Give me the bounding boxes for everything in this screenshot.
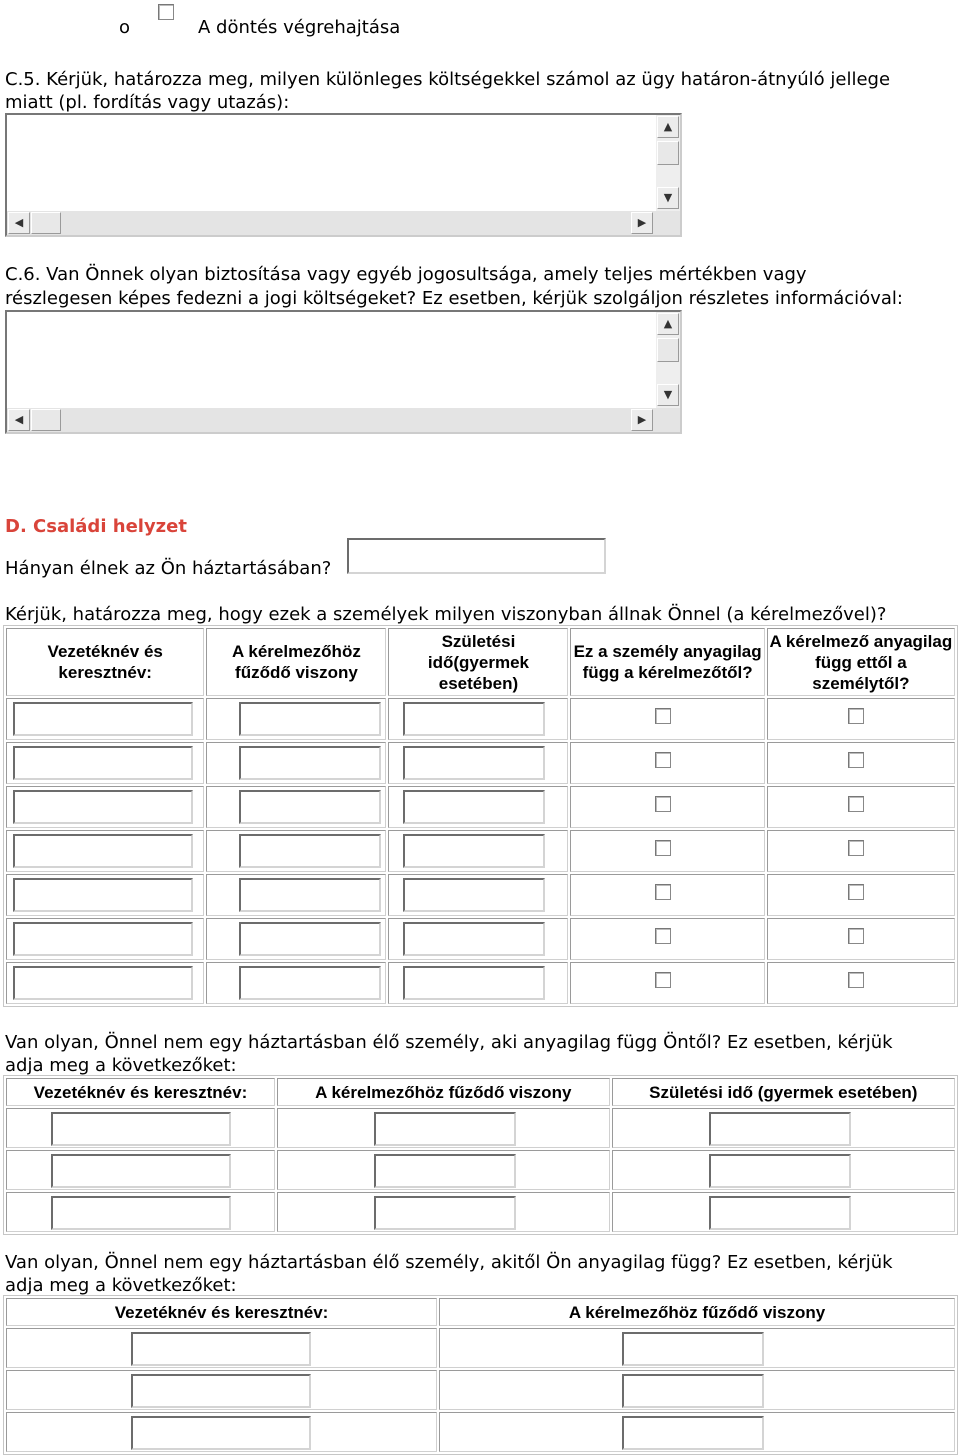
col-header-applicant-dependent: A kérelmező anyagilag függ ettől a személytől? bbox=[767, 628, 955, 696]
birthdate-input[interactable] bbox=[403, 746, 545, 780]
name-input[interactable] bbox=[131, 1332, 311, 1366]
option-bullet: o bbox=[119, 17, 131, 38]
table-cell bbox=[612, 1192, 955, 1232]
c5-textarea[interactable] bbox=[5, 113, 682, 237]
dependent-on-applicant-checkbox[interactable] bbox=[655, 796, 671, 812]
scroll-up-icon[interactable]: ▲ bbox=[657, 313, 679, 335]
col-header-relation: A kérelmezőhöz fűződő viszony bbox=[277, 1078, 610, 1106]
dependent-on-applicant-checkbox[interactable] bbox=[655, 840, 671, 856]
relation-input[interactable] bbox=[622, 1332, 764, 1366]
c6-textarea[interactable] bbox=[5, 310, 682, 434]
scroll-thumb[interactable] bbox=[657, 338, 679, 362]
name-input[interactable] bbox=[51, 1154, 231, 1188]
col-header-relation: A kérelmezőhöz fűződő viszony bbox=[439, 1298, 955, 1326]
section-d-heading: D. Családi helyzet bbox=[5, 516, 187, 537]
scroll-thumb[interactable] bbox=[657, 141, 679, 165]
supporter-question-line2: adja meg a következőket: bbox=[5, 1275, 237, 1296]
table-row bbox=[6, 1150, 955, 1190]
dependent-question-line1: Van olyan, Önnel nem egy háztartásban élő személy, aki anyagilag függ Öntől? Ez esetben, kérjük bbox=[5, 1032, 893, 1053]
table-cell bbox=[570, 874, 764, 916]
relation-input[interactable] bbox=[239, 746, 381, 780]
name-input[interactable] bbox=[13, 834, 193, 868]
dependent-on-applicant-checkbox[interactable] bbox=[655, 928, 671, 944]
table-cell bbox=[388, 698, 568, 740]
scroll-down-icon[interactable]: ▼ bbox=[657, 384, 679, 406]
relation-input[interactable] bbox=[374, 1112, 516, 1146]
dependent-on-applicant-checkbox[interactable] bbox=[655, 752, 671, 768]
table-row bbox=[6, 830, 955, 872]
table-cell bbox=[206, 874, 386, 916]
table-row bbox=[6, 1412, 955, 1452]
table-cell bbox=[277, 1108, 610, 1148]
table-cell bbox=[767, 874, 955, 916]
relation-input[interactable] bbox=[239, 834, 381, 868]
birthdate-input[interactable] bbox=[403, 834, 545, 868]
table-cell bbox=[6, 1370, 437, 1410]
household-members-table bbox=[3, 625, 958, 1007]
scroll-thumb[interactable] bbox=[31, 409, 61, 431]
c5-question-line2: miatt (pl. fordítás vagy utazás): bbox=[5, 92, 290, 113]
scroll-left-icon[interactable]: ◀ bbox=[8, 212, 30, 234]
supporters-table bbox=[3, 1295, 958, 1455]
scroll-down-icon[interactable]: ▼ bbox=[657, 187, 679, 209]
dependents-table bbox=[3, 1075, 958, 1235]
relation-input[interactable] bbox=[374, 1154, 516, 1188]
table-cell bbox=[388, 830, 568, 872]
col-header-name: Vezetéknév és keresztnév: bbox=[6, 1078, 275, 1106]
table-row bbox=[6, 1370, 955, 1410]
applicant-dependent-checkbox[interactable] bbox=[848, 972, 864, 988]
col-header-birthdate: Születési idő (gyermek esetében) bbox=[612, 1078, 955, 1106]
scroll-up-icon[interactable]: ▲ bbox=[657, 116, 679, 138]
dependent-question-line2: adja meg a következőket: bbox=[5, 1055, 237, 1076]
table-cell bbox=[388, 874, 568, 916]
table-cell bbox=[388, 918, 568, 960]
table-cell bbox=[439, 1328, 955, 1368]
table-cell bbox=[388, 742, 568, 784]
relation-input[interactable] bbox=[374, 1196, 516, 1230]
c5-horizontal-scrollbar[interactable] bbox=[7, 211, 680, 235]
table-cell bbox=[388, 962, 568, 1004]
name-input[interactable] bbox=[131, 1374, 311, 1408]
table-cell bbox=[570, 918, 764, 960]
name-input[interactable] bbox=[13, 746, 193, 780]
table-cell bbox=[767, 918, 955, 960]
table-header-row bbox=[6, 628, 955, 696]
table-cell bbox=[388, 786, 568, 828]
table-cell bbox=[277, 1192, 610, 1232]
household-count-input[interactable] bbox=[347, 538, 606, 574]
table-cell bbox=[6, 874, 204, 916]
birthdate-input[interactable] bbox=[403, 790, 545, 824]
table-cell bbox=[767, 786, 955, 828]
col-header-birthdate: Születési idő(gyermek esetében) bbox=[388, 628, 568, 696]
table-cell bbox=[6, 918, 204, 960]
name-input[interactable] bbox=[13, 922, 193, 956]
birthdate-input[interactable] bbox=[403, 966, 545, 1000]
table-cell bbox=[439, 1412, 955, 1452]
table-cell bbox=[767, 962, 955, 1004]
table-row bbox=[6, 786, 955, 828]
birthdate-input[interactable] bbox=[403, 878, 545, 912]
relation-input[interactable] bbox=[239, 966, 381, 1000]
table-row bbox=[6, 918, 955, 960]
dependent-on-applicant-checkbox[interactable] bbox=[655, 708, 671, 724]
col-header-name: Vezetéknév és keresztnév: bbox=[6, 628, 204, 696]
dependent-on-applicant-checkbox[interactable] bbox=[655, 972, 671, 988]
table-cell bbox=[277, 1150, 610, 1190]
table-row bbox=[6, 874, 955, 916]
table-cell bbox=[570, 962, 764, 1004]
table-cell bbox=[767, 742, 955, 784]
relation-input[interactable] bbox=[239, 790, 381, 824]
table-cell bbox=[6, 962, 204, 1004]
relation-input[interactable] bbox=[239, 702, 381, 736]
table-cell bbox=[206, 742, 386, 784]
applicant-dependent-checkbox[interactable] bbox=[848, 796, 864, 812]
applicant-dependent-checkbox[interactable] bbox=[848, 752, 864, 768]
table-cell bbox=[767, 830, 955, 872]
name-input[interactable] bbox=[13, 966, 193, 1000]
table-cell bbox=[6, 1328, 437, 1368]
applicant-dependent-checkbox[interactable] bbox=[848, 884, 864, 900]
table-cell bbox=[206, 698, 386, 740]
applicant-dependent-checkbox[interactable] bbox=[848, 928, 864, 944]
table-cell bbox=[6, 742, 204, 784]
c5-question-line1: C.5. Kérjük, határozza meg, milyen különleges költségekkel számol az ügy határon-átnyúló jellege bbox=[5, 69, 891, 90]
decision-execution-checkbox[interactable] bbox=[158, 4, 174, 20]
decision-execution-label: A döntés végrehajtása bbox=[198, 17, 401, 38]
table-header-row bbox=[6, 1298, 955, 1326]
name-input[interactable] bbox=[13, 878, 193, 912]
c6-question-line2: részlegesen képes fedezni a jogi költségeket? Ez esetben, kérjük szolgáljon részletes információval: bbox=[5, 288, 903, 309]
table-cell bbox=[612, 1150, 955, 1190]
table-cell bbox=[570, 698, 764, 740]
dependent-on-applicant-checkbox[interactable] bbox=[655, 884, 671, 900]
name-input[interactable] bbox=[51, 1196, 231, 1230]
table-row bbox=[6, 962, 955, 1004]
applicant-dependent-checkbox[interactable] bbox=[848, 708, 864, 724]
table-cell bbox=[6, 1108, 275, 1148]
c6-vertical-scrollbar[interactable] bbox=[656, 312, 680, 408]
table-cell bbox=[6, 1412, 437, 1452]
table-cell bbox=[6, 786, 204, 828]
name-input[interactable] bbox=[131, 1416, 311, 1450]
relation-input[interactable] bbox=[239, 878, 381, 912]
table-cell bbox=[6, 698, 204, 740]
c6-question-line1: C.6. Van Önnek olyan biztosítása vagy egyéb jogosultsága, amely teljes mértékben vagy bbox=[5, 264, 807, 285]
table-header-row bbox=[6, 1078, 955, 1106]
birthdate-input[interactable] bbox=[709, 1112, 851, 1146]
scroll-left-icon[interactable]: ◀ bbox=[8, 409, 30, 431]
table-cell bbox=[570, 742, 764, 784]
table-cell bbox=[6, 1150, 275, 1190]
name-input[interactable] bbox=[51, 1112, 231, 1146]
col-header-relation: A kérelmezőhöz fűződő viszony bbox=[206, 628, 386, 696]
table-row bbox=[6, 1328, 955, 1368]
scroll-right-icon[interactable]: ▶ bbox=[631, 409, 653, 431]
table-cell bbox=[612, 1108, 955, 1148]
table-cell bbox=[206, 830, 386, 872]
table-cell bbox=[206, 786, 386, 828]
table-row bbox=[6, 1108, 955, 1148]
supporter-question-line1: Van olyan, Önnel nem egy háztartásban élő személy, akitől Ön anyagilag függ? Ez esetben, kérjük bbox=[5, 1252, 893, 1273]
name-input[interactable] bbox=[13, 702, 193, 736]
c6-horizontal-scrollbar[interactable] bbox=[7, 408, 680, 432]
scroll-thumb[interactable] bbox=[31, 212, 61, 234]
col-header-name: Vezetéknév és keresztnév: bbox=[6, 1298, 437, 1326]
relation-input[interactable] bbox=[622, 1416, 764, 1450]
scroll-right-icon[interactable]: ▶ bbox=[631, 212, 653, 234]
table-cell bbox=[767, 698, 955, 740]
table-cell bbox=[570, 830, 764, 872]
birthdate-input[interactable] bbox=[709, 1154, 851, 1188]
table-cell bbox=[570, 786, 764, 828]
applicant-dependent-checkbox[interactable] bbox=[848, 840, 864, 856]
relation-input[interactable] bbox=[239, 922, 381, 956]
relation-input[interactable] bbox=[622, 1374, 764, 1408]
table-cell bbox=[6, 830, 204, 872]
col-header-dependent-on-applicant: Ez a személy anyagilag függ a kérelmezőtől? bbox=[570, 628, 764, 696]
c5-vertical-scrollbar[interactable] bbox=[656, 115, 680, 211]
table-row bbox=[6, 742, 955, 784]
table-cell bbox=[206, 918, 386, 960]
birthdate-input[interactable] bbox=[403, 702, 545, 736]
birthdate-input[interactable] bbox=[709, 1196, 851, 1230]
table-cell bbox=[439, 1370, 955, 1410]
table-row bbox=[6, 1192, 955, 1232]
table-cell bbox=[206, 962, 386, 1004]
relation-question: Kérjük, határozza meg, hogy ezek a személyek milyen viszonyban állnak Önnel (a kérelmezővel)? bbox=[5, 604, 887, 625]
birthdate-input[interactable] bbox=[403, 922, 545, 956]
name-input[interactable] bbox=[13, 790, 193, 824]
table-cell bbox=[6, 1192, 275, 1232]
household-question: Hányan élnek az Ön háztartásában? bbox=[5, 558, 332, 579]
table-row bbox=[6, 698, 955, 740]
